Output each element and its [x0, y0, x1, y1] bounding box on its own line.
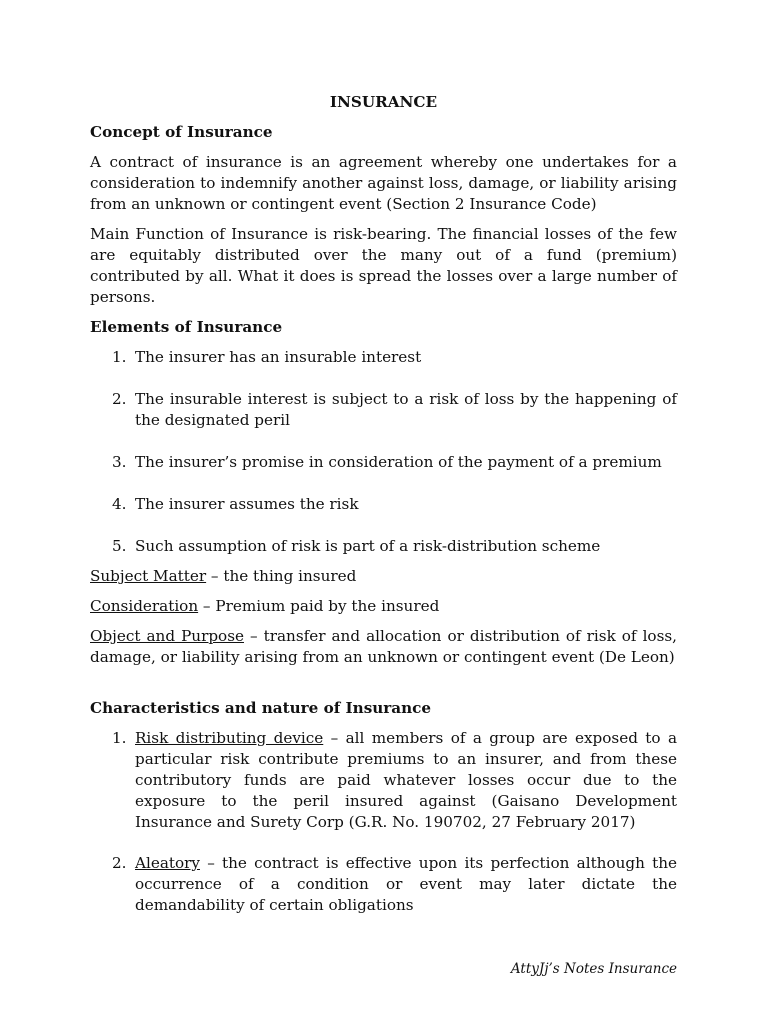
- characteristics-heading: Characteristics and nature of Insurance: [90, 699, 432, 717]
- list-number: 1.: [112, 348, 127, 366]
- term-consideration: [90, 596, 677, 617]
- characteristics-list: [90, 728, 677, 916]
- characteristic-term: Aleatory: [135, 854, 200, 872]
- page-footer: AttyJj’s Notes Insurance: [510, 961, 677, 977]
- list-item-text: The insurer has an insurable interest: [135, 348, 422, 366]
- list-number: 4.: [112, 495, 127, 513]
- concept-paragraph-2: Main Function of Insurance is risk-bearing. The financial losses of the few are equitably distributed over the many out of a fund (premium) contributed by all. What it does is spread the losses over a large number of persons.: [90, 225, 677, 306]
- characteristic-term: Risk distributing device: [135, 729, 324, 747]
- term-subject-matter: [90, 566, 677, 587]
- list-item-text: The insurable interest is subject to a risk of loss by the happening of the designated peril: [135, 390, 677, 429]
- characteristic-text: – all members of a group are exposed to a particular risk contribute premiums to an insurer, and from these contributory funds are paid whatever losses occur due to the exposure to the peril insured against (Gaisano Development Insurance and Surety Corp (G.R. No. 190702, 27 February 2017): [135, 729, 677, 831]
- list-item: [90, 494, 677, 515]
- term-definition: – Premium paid by the insured: [198, 597, 440, 615]
- list-item-text: Such assumption of risk is part of a risk-distribution scheme: [135, 537, 601, 555]
- term-label: Subject Matter: [90, 567, 207, 585]
- list-number: 2.: [112, 854, 127, 872]
- concept-heading: Concept of Insurance: [90, 123, 273, 141]
- concept-paragraph-1: A contract of insurance is an agreement whereby one undertakes for a consideration to indemnify another against loss, damage, or liability arising from an unknown or contingent event (Section 2 Insurance Code): [90, 153, 677, 213]
- list-number: 5.: [112, 537, 127, 555]
- elements-heading: Elements of Insurance: [90, 318, 283, 336]
- term-object-purpose: [90, 626, 677, 668]
- list-item-text: The insurer’s promise in consideration of the payment of a premium: [135, 453, 662, 471]
- list-item: [90, 389, 677, 431]
- list-item-text: The insurer assumes the risk: [135, 495, 359, 513]
- spacer: [90, 677, 677, 698]
- term-definition: – the thing insured: [206, 567, 357, 585]
- term-label: Object and Purpose: [90, 627, 244, 645]
- list-number: 3.: [112, 453, 127, 471]
- list-item: [90, 347, 677, 368]
- list-item: [90, 536, 677, 557]
- term-definition: – transfer and allocation or distribution of risk of loss, damage, or liability arising from an unknown or contingent event (De Leon): [90, 627, 677, 666]
- term-label: Consideration: [90, 597, 199, 615]
- list-number: 2.: [112, 390, 127, 408]
- characteristic-text: – the contract is effective upon its perfection although the occurrence of a condition or event may later dictate the demandability of certain obligations: [135, 854, 677, 914]
- list-item: [90, 452, 677, 473]
- list-item: [90, 853, 677, 916]
- document-body: [90, 92, 677, 936]
- list-item: [90, 728, 677, 833]
- list-number: 1.: [112, 729, 127, 747]
- page-title: INSURANCE: [329, 93, 438, 111]
- elements-list: [90, 347, 677, 557]
